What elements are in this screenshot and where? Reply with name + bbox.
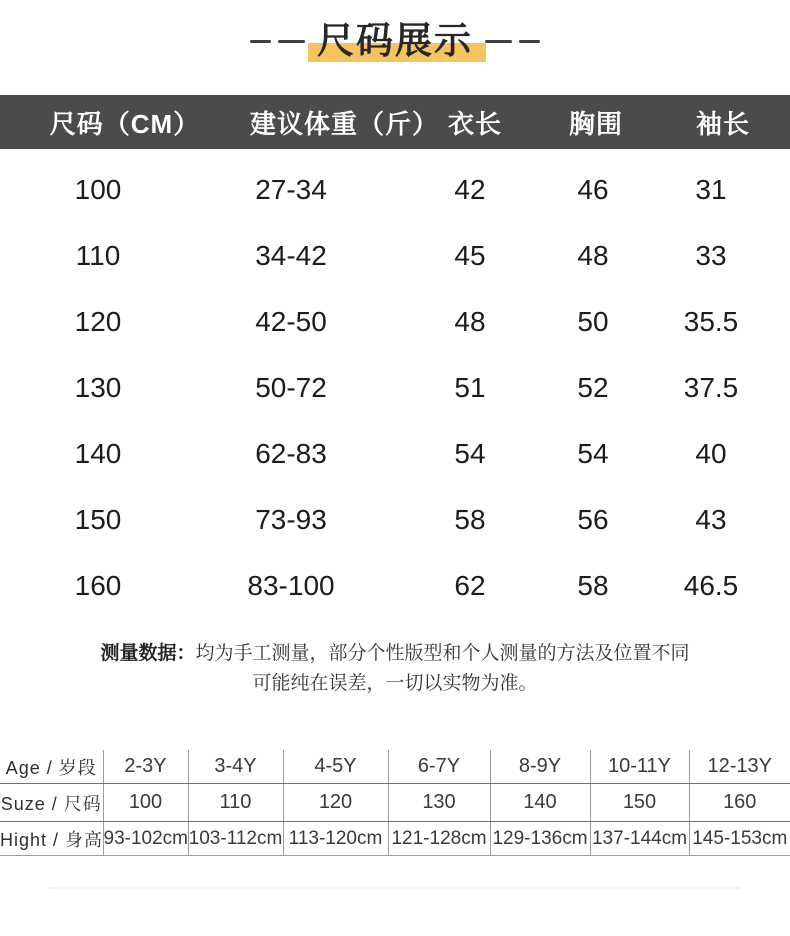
hight-row bbox=[0, 822, 790, 856]
size-column-header-4: 袖长 bbox=[695, 108, 750, 139]
suze-row bbox=[0, 784, 790, 822]
size-table-cell: 54 bbox=[454, 438, 486, 469]
age-table-cell: 120 bbox=[283, 784, 388, 822]
size-table-row bbox=[0, 289, 790, 355]
size-table-cell: 140 bbox=[74, 438, 122, 469]
size-table-cell: 83-100 bbox=[247, 570, 335, 601]
size-table-cell: 46.5 bbox=[683, 570, 739, 601]
dash-line-icon bbox=[250, 40, 271, 43]
measurement-note-line2: 可能纯在误差，一切以实物为准。 bbox=[252, 673, 538, 694]
size-table-cell: 34-42 bbox=[255, 240, 327, 271]
age-table-cell: 110 bbox=[188, 784, 283, 822]
size-table-cell: 150 bbox=[74, 504, 122, 535]
size-table-cell: 40 bbox=[695, 438, 727, 469]
size-table-cell: 43 bbox=[695, 504, 727, 535]
age-table-cell: 150 bbox=[590, 784, 689, 822]
size-table-cell: 45 bbox=[454, 240, 486, 271]
size-table-cell: 27-34 bbox=[255, 174, 327, 205]
page-title: 尺码展示 bbox=[317, 20, 473, 61]
age-table-cell: 137-144cm bbox=[590, 822, 689, 856]
size-column-header-3: 胸围 bbox=[568, 108, 623, 139]
size-table-row bbox=[0, 553, 790, 619]
measurement-note bbox=[0, 639, 790, 699]
size-table-cell: 58 bbox=[454, 504, 486, 535]
size-table-cell: 42-50 bbox=[255, 306, 327, 337]
age-table-cell: 10-11Y bbox=[590, 750, 689, 784]
size-table-cell: 54 bbox=[577, 438, 609, 469]
size-table-cell: 62 bbox=[454, 570, 486, 601]
age-table-cell: 8-9Y bbox=[490, 750, 590, 784]
dash-line-icon bbox=[519, 40, 540, 43]
size-table-row bbox=[0, 223, 790, 289]
size-table-header bbox=[0, 95, 790, 149]
size-table-cell: 48 bbox=[454, 306, 486, 337]
age-table-cell: 4-5Y bbox=[283, 750, 388, 784]
size-table-row bbox=[0, 487, 790, 553]
measurement-note-label: 测量数据： bbox=[100, 643, 196, 664]
size-table-cell: 160 bbox=[74, 570, 122, 601]
age-table-cell: 12-13Y bbox=[689, 750, 790, 784]
page-title-wrap bbox=[317, 19, 473, 63]
age-table-cell: 3-4Y bbox=[188, 750, 283, 784]
measurement-note-line1 bbox=[0, 639, 790, 669]
size-table-cell: 37.5 bbox=[683, 372, 739, 403]
size-table-cell: 130 bbox=[74, 372, 122, 403]
age-table-cell: 129-136cm bbox=[490, 822, 590, 856]
title-dashes-right bbox=[485, 40, 540, 43]
size-table-cell: 31 bbox=[695, 174, 727, 205]
size-table-cell: 52 bbox=[577, 372, 609, 403]
age-table-cell: 93-102cm bbox=[103, 822, 188, 856]
size-column-header-1: 建议体重（斤） bbox=[250, 108, 440, 139]
size-table-cell: 73-93 bbox=[255, 504, 327, 535]
age-table-row-label: Age / 岁段 bbox=[0, 750, 103, 784]
size-table-cell: 48 bbox=[577, 240, 609, 271]
age-table-cell: 145-153cm bbox=[689, 822, 790, 856]
dash-line-icon bbox=[278, 40, 305, 43]
size-table-cell: 58 bbox=[577, 570, 609, 601]
age-table-cell: 100 bbox=[103, 784, 188, 822]
size-table-body bbox=[0, 157, 790, 619]
size-table-cell: 42 bbox=[454, 174, 486, 205]
size-table-cell: 120 bbox=[74, 306, 122, 337]
size-table-cell: 33 bbox=[695, 240, 727, 271]
age-table-cell: 103-112cm bbox=[188, 822, 283, 856]
size-table-cell: 56 bbox=[577, 504, 609, 535]
age-table-cell: 121-128cm bbox=[388, 822, 490, 856]
age-table-cell: 2-3Y bbox=[103, 750, 188, 784]
age-reference-table bbox=[0, 750, 790, 856]
size-table-cell: 35.5 bbox=[683, 306, 739, 337]
size-table-row bbox=[0, 355, 790, 421]
size-table-cell: 100 bbox=[74, 174, 122, 205]
footer-divider bbox=[50, 887, 740, 889]
age-table-cell: 6-7Y bbox=[388, 750, 490, 784]
size-table-cell: 62-83 bbox=[255, 438, 327, 469]
dash-line-icon bbox=[485, 40, 512, 43]
age-table-row-label: Hight / 身高 bbox=[0, 822, 103, 856]
title-dashes-left bbox=[250, 40, 305, 43]
age-table-row-label: Suze / 尺码 bbox=[0, 784, 103, 822]
size-table-cell: 110 bbox=[75, 240, 121, 271]
size-table-cell: 46 bbox=[577, 174, 609, 205]
size-column-header-2: 衣长 bbox=[447, 108, 502, 139]
size-table-row bbox=[0, 157, 790, 223]
age-table-cell: 113-120cm bbox=[283, 822, 388, 856]
size-table-row bbox=[0, 421, 790, 487]
size-table-cell: 51 bbox=[454, 372, 486, 403]
age-row bbox=[0, 750, 790, 784]
age-table-cell: 130 bbox=[388, 784, 490, 822]
age-table-cell: 140 bbox=[490, 784, 590, 822]
size-table-cell: 50 bbox=[577, 306, 609, 337]
section-title-row bbox=[0, 0, 790, 72]
size-table-cell: 50-72 bbox=[255, 372, 327, 403]
age-table-cell: 160 bbox=[689, 784, 790, 822]
size-column-header-0: 尺码（CM） bbox=[49, 108, 201, 139]
measurement-note-text1: 均为手工测量，部分个性版型和个人测量的方法及位置不同 bbox=[195, 643, 690, 664]
